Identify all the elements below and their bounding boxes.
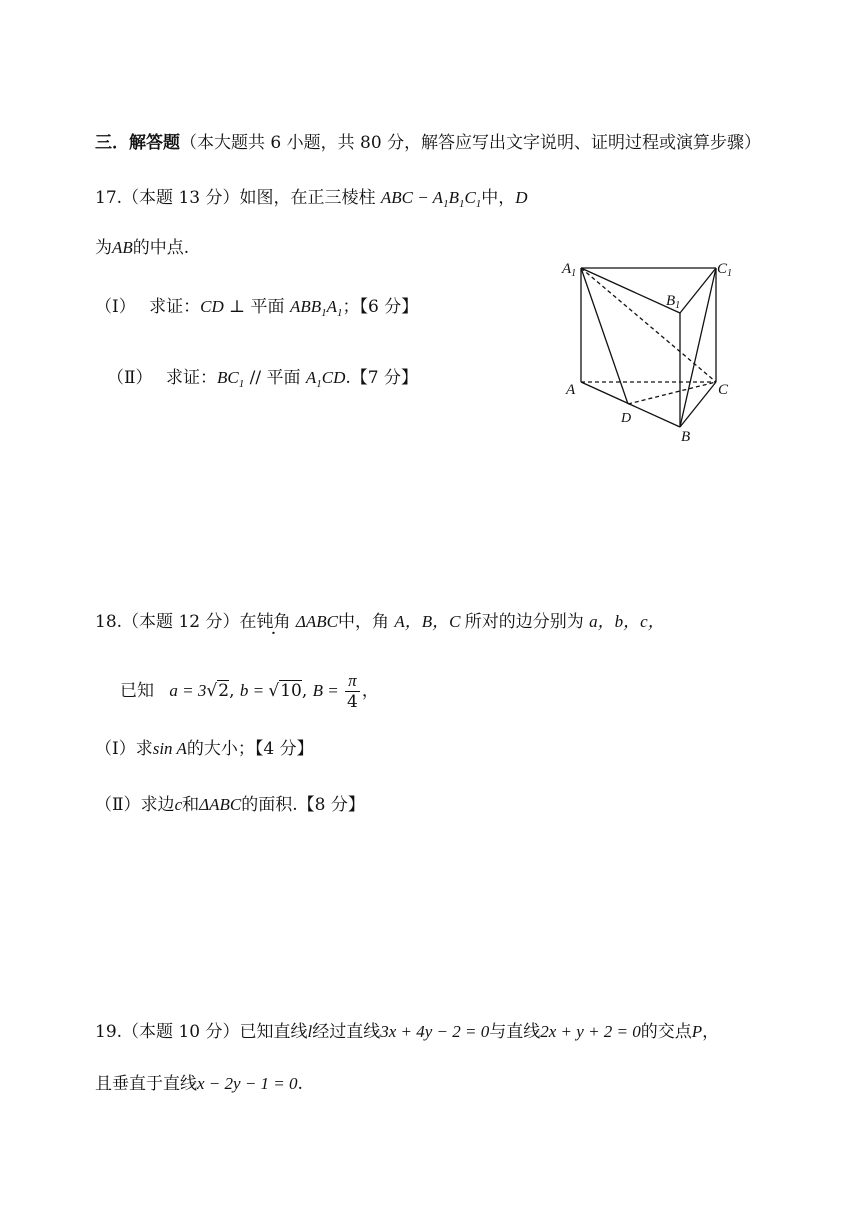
q18-score: （本题 12 分） — [122, 612, 240, 632]
q18-given-text: 已知 — [120, 681, 154, 701]
q19-text-c: 与直线 — [489, 1022, 541, 1042]
q17-p1-plane: $ABB_1A_1$ — [289, 297, 343, 319]
q17-text: 如图，在正三棱柱 — [239, 188, 376, 208]
q18-part1 — [95, 737, 314, 761]
q18-text-c: 所对的边分别为 — [464, 612, 590, 632]
label-a1: $A_1$ — [562, 261, 577, 279]
q19-text-d: 的交点 — [640, 1022, 692, 1042]
q18-triangle: ΔABC — [295, 612, 338, 631]
section-heading — [95, 131, 761, 155]
q17-d: D — [515, 188, 528, 207]
sqrt-icon: √ — [268, 681, 280, 701]
q17-p1-perp: ⊥ 平面 — [223, 297, 290, 317]
q18-p2-c: c — [174, 795, 183, 814]
q18-tail: ， — [361, 681, 379, 701]
q17-p1-cd: CD — [200, 297, 224, 316]
section-title: 三．解答题 — [95, 133, 180, 153]
q17-number: 17. — [95, 188, 123, 208]
q18-p1-text: 求 — [135, 739, 153, 759]
q18-text-a: 在 — [239, 612, 257, 632]
q19-eq1: 3x + 4y − 2 = 0 — [380, 1022, 490, 1041]
q18-p1-sin: sin A — [152, 739, 187, 758]
q17-text-b: 中， — [481, 188, 516, 208]
q18-number: 18. — [95, 612, 123, 632]
q19-eq2: 2x + y + 2 = 0 — [540, 1022, 641, 1041]
q19-text-a: 已知直线 — [239, 1022, 308, 1042]
q19-text-b: 经过直线 — [312, 1022, 381, 1042]
q17-ab: AB — [112, 238, 133, 257]
q18-sides: a，b，c， — [589, 612, 665, 631]
label-c: C — [718, 382, 729, 398]
section-note: （本大题共 6 小题，共 80 分，解答应写出文字说明、证明过程或演算步骤） — [180, 133, 762, 153]
q17-part2 — [107, 366, 418, 396]
q18-a-rad: 2 — [218, 681, 230, 701]
sqrt-icon: √ — [206, 681, 218, 701]
q18-p2-label: （Ⅱ） — [95, 795, 141, 815]
q17-p2-score: .【7 分】 — [345, 368, 419, 388]
q19-line2 — [95, 1072, 303, 1096]
q17-prism: ABC − $A_1B_1C_1$ — [380, 188, 482, 210]
q17-part1 — [95, 295, 418, 325]
q17-line2 — [95, 236, 189, 260]
q17-p2-plane: $A_1CD$ — [305, 368, 346, 390]
q18-p2-tail: 的面积.【8 分】 — [241, 795, 365, 815]
q18-text-b: 中，角 — [338, 612, 395, 632]
q17-score: （本题 13 分） — [122, 188, 240, 208]
q18-p2-mid: 和 — [182, 795, 200, 815]
q18-b-eq: b = — [239, 681, 269, 700]
q18-b-rad: 10 — [280, 681, 302, 701]
q17-p2-bc: $BC_1$ — [216, 368, 245, 390]
label-b: B — [681, 429, 691, 445]
q18-p1-label: （Ⅰ） — [95, 739, 136, 759]
q19-line2-a: 且垂直于直线 — [95, 1074, 197, 1094]
q19-line1 — [95, 1020, 719, 1044]
q17-p2-par: // 平面 — [244, 368, 306, 388]
q18-p2-tri: ΔABC — [199, 795, 242, 814]
q19-tail: ， — [702, 1022, 720, 1042]
q18-given: 已知 a = 3√2, b = √10, B = $\frac{\pi}{4}$ ， — [120, 671, 379, 712]
q18-fraction: $\frac{\pi}{4}$ — [347, 671, 358, 712]
q17-p2-label: （Ⅱ） — [107, 368, 153, 388]
q17-p1-text: 求证： — [149, 297, 201, 317]
q19-p: P — [691, 1022, 703, 1041]
prism-figure — [555, 255, 755, 450]
label-c1: $C_1$ — [717, 261, 733, 279]
q17-p2-text: 求证： — [165, 368, 217, 388]
q19-number: 19. — [95, 1022, 123, 1042]
q17-p1-label: （Ⅰ） — [95, 297, 136, 317]
q18-p2-text: 求边 — [140, 795, 175, 815]
q18-p1-tail: 的大小；【4 分】 — [186, 739, 314, 759]
q19-l: l — [307, 1022, 313, 1041]
q19-line2-b: . — [297, 1074, 303, 1094]
q18-obtuse: 钝角 — [256, 612, 291, 632]
label-d: D — [621, 411, 632, 426]
q17-p1-score: ；【6 分】 — [342, 297, 419, 317]
label-b1: $B_1$ — [666, 293, 681, 311]
q18-a-eq: a = 3 — [169, 681, 207, 700]
q18-line1 — [95, 610, 665, 634]
q17-line2-b: 的中点. — [132, 238, 190, 258]
q17-line1 — [95, 186, 528, 216]
q19-score: （本题 10 分） — [122, 1022, 240, 1042]
label-a: A — [566, 382, 576, 398]
q18-part2 — [95, 793, 365, 817]
q18-vertices: A，B，C — [394, 612, 465, 631]
q19-eq3: x − 2y − 1 = 0 — [197, 1074, 298, 1093]
q17-line2-a: 为 — [95, 238, 112, 258]
q18-B-eq: B = — [312, 681, 344, 700]
